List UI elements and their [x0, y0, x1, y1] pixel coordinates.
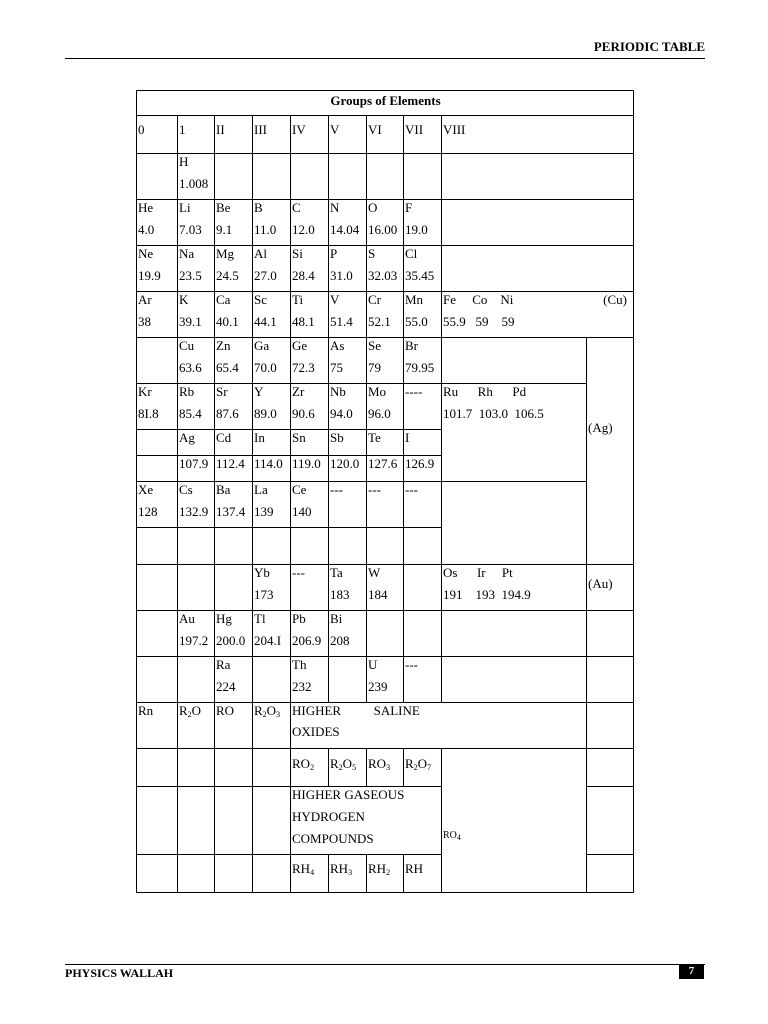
element-cell: Nb 94.0	[330, 384, 353, 421]
element-cell: N 14.04	[330, 200, 360, 237]
element-cell: I	[405, 430, 410, 445]
element-cell: Pb 206.9	[292, 611, 322, 648]
higher-saline-label: HIGHER SALINE	[292, 703, 420, 718]
element-cell: Mo 96.0	[368, 384, 391, 421]
element-cell: $RO_3$	[368, 756, 391, 772]
element-cell: Al 27.0	[254, 246, 277, 283]
element-cell: Zr 90.6	[292, 384, 315, 421]
element-cell: Zn 65.4	[216, 338, 239, 375]
element-cell: Ba 137.4	[216, 482, 246, 519]
bracket-ag: (Ag)	[588, 420, 613, 435]
element-cell: Ce 140	[292, 482, 312, 519]
element-cell: Si 28.4	[292, 246, 315, 283]
element-cell: K 39.1	[179, 292, 202, 329]
element-cell: Na 23.5	[179, 246, 202, 283]
element-cell: Ag	[179, 430, 195, 445]
element-cell: Y 89.0	[254, 384, 277, 421]
element-cell: Br 79.95	[405, 338, 435, 375]
element-cell: Xe 128	[138, 482, 158, 519]
element-cell: W 184	[368, 565, 388, 602]
oxides-label: OXIDES	[292, 724, 340, 739]
element-cell: As 75	[330, 338, 345, 375]
element-cell: Ta 183	[330, 565, 350, 602]
group-header: VI	[368, 122, 382, 137]
element-cell: $R_2O$	[179, 703, 202, 719]
element-cell: Sc 44.1	[254, 292, 277, 329]
element-cell: Mg 24.5	[216, 246, 239, 283]
group-header: VII	[405, 122, 424, 137]
ro4-label: $RO_4$	[443, 830, 461, 842]
element-cell: Tl 204.I	[254, 611, 282, 648]
element-cell: B 11.0	[254, 200, 277, 237]
higher-gaseous-label: HIGHER GASEOUS HYDROGEN COMPOUNDS	[292, 787, 405, 846]
element-cell: 120.0	[330, 456, 360, 471]
element-cell: La 139	[254, 482, 274, 519]
element-cell: U 239	[368, 657, 388, 694]
element-cell: 107.9	[179, 456, 209, 471]
page-header-title: PERIODIC TABLE	[593, 39, 705, 54]
element-cell: Sb	[330, 430, 344, 445]
element-cell: ---	[292, 565, 305, 580]
element-cell: C 12.0	[292, 200, 315, 237]
table-caption: Groups of Elements	[330, 93, 441, 108]
element-cell: Fe Co Ni 55.9 59 59	[443, 292, 515, 329]
element-cell: Ne 19.9	[138, 246, 161, 283]
element-cell: Yb 173	[254, 565, 274, 602]
element-cell: ---	[368, 482, 381, 497]
element-cell: Rb 85.4	[179, 384, 202, 421]
element-cell: Cr 52.1	[368, 292, 391, 329]
element-cell: Bi 208	[330, 611, 350, 648]
element-cell: V 51.4	[330, 292, 353, 329]
group-header: 1	[179, 122, 186, 137]
element-cell: ---	[405, 657, 418, 672]
group-header: V	[330, 122, 340, 137]
element-cell: Ar 38	[138, 292, 152, 329]
element-cell: Ti 48.1	[292, 292, 315, 329]
element-cell: P 31.0	[330, 246, 353, 283]
element-cell: Mn 55.0	[405, 292, 428, 329]
element-cell: Sr 87.6	[216, 384, 239, 421]
element-cell: Li 7.03	[179, 200, 202, 237]
element-cell: 126.9	[405, 456, 435, 471]
group-header: III	[254, 122, 267, 137]
element-cell: $RH_4$	[292, 861, 315, 877]
footer-brand: PHYSICS WALLAH	[65, 966, 174, 980]
element-cell: Ra 224	[216, 657, 236, 694]
element-cell: $RO_2$	[292, 756, 315, 772]
element-cell: Ge 72.3	[292, 338, 315, 375]
element-cell: $R_2O_5$	[330, 756, 357, 772]
element-cell: $R_2O_7$	[405, 756, 432, 772]
element-cell: RO	[216, 703, 235, 718]
group-header: IV	[292, 122, 306, 137]
group-header: II	[216, 122, 225, 137]
element-cell: S 32.03	[368, 246, 398, 283]
element-cell: Cl 35.45	[405, 246, 435, 283]
footer-rule	[65, 964, 705, 965]
page-number: 7	[679, 964, 704, 979]
element-cell: $RH_3$	[330, 861, 353, 877]
element-cell: 114.0	[254, 456, 283, 471]
group-header: VIII	[443, 122, 466, 137]
element-cell: O 16.00	[368, 200, 398, 237]
element-cell: Cd	[216, 430, 232, 445]
element-cell: $RH_2$	[368, 861, 391, 877]
element-cell: 127.6	[368, 456, 398, 471]
element-cell: Cu 63.6	[179, 338, 202, 375]
element-cell: ----	[405, 384, 423, 399]
bracket-au: (Au)	[588, 576, 613, 591]
element-cell: Kr 8I.8	[138, 384, 159, 421]
element-cell: H 1.008	[179, 154, 209, 191]
element-cell: In	[254, 430, 265, 445]
element-cell: Te	[368, 430, 381, 445]
element-cell: Th 232	[292, 657, 312, 694]
group-header: 0	[138, 122, 145, 137]
element-cell: ---	[330, 482, 343, 497]
element-cell: $R_2O_3$	[254, 703, 281, 719]
element-cell: 119.0	[292, 456, 321, 471]
element-cell: Rn	[138, 703, 154, 718]
element-cell: RH	[405, 861, 424, 876]
element-cell: Ga 70.0	[254, 338, 277, 375]
element-cell: ---	[405, 482, 418, 497]
element-cell: Cs 132.9	[179, 482, 209, 519]
element-cell: Hg 200.0	[216, 611, 246, 648]
element-cell: F 19.0	[405, 200, 428, 237]
element-cell: Se 79	[368, 338, 381, 375]
element-cell: Os Ir Pt 191 193 194.9	[443, 565, 531, 602]
element-cell: Be 9.1	[216, 200, 233, 237]
element-cell: Au 197.2	[179, 611, 209, 648]
bracket-cu: (Cu)	[603, 292, 627, 307]
element-cell: He 4.0	[138, 200, 155, 237]
element-cell: Ca 40.1	[216, 292, 239, 329]
element-cell: 112.4	[216, 456, 245, 471]
element-cell: Sn	[292, 430, 306, 445]
element-cell: Ru Rh Pd 101.7 103.0 106.5	[443, 384, 544, 421]
